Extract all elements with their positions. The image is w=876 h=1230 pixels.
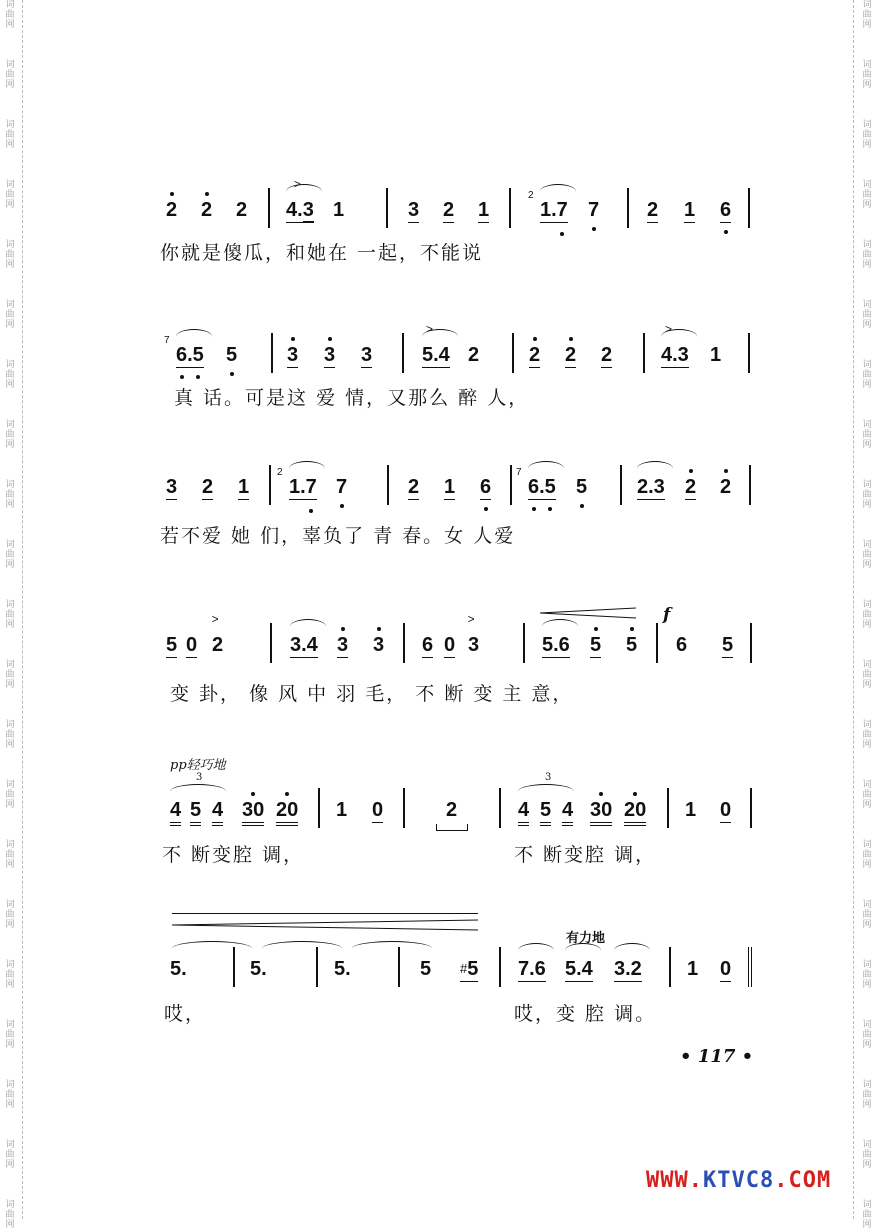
note: 30 bbox=[590, 800, 612, 820]
note: 2 bbox=[720, 477, 731, 497]
note: 20 bbox=[624, 800, 646, 820]
barline bbox=[233, 947, 235, 987]
logo-prefix: WWW. bbox=[646, 1168, 703, 1193]
note: 5.6 bbox=[542, 634, 570, 656]
triplet-mark: 3 bbox=[196, 772, 203, 783]
site-logo bbox=[646, 1168, 831, 1193]
note: 3 bbox=[287, 345, 298, 365]
note: 2 bbox=[443, 199, 455, 221]
barline bbox=[748, 188, 750, 228]
note: 5 bbox=[166, 634, 178, 656]
watermark-text: 词曲网 bbox=[5, 1200, 15, 1230]
barline bbox=[669, 947, 671, 987]
watermark-text: 词曲网 bbox=[862, 540, 872, 570]
watermark-text: 词曲网 bbox=[5, 780, 15, 810]
score-system-2 bbox=[0, 322, 876, 445]
note: 1 bbox=[684, 199, 696, 221]
note: 6 bbox=[422, 634, 434, 656]
slur bbox=[565, 943, 601, 958]
watermark-text: 词曲网 bbox=[862, 1020, 872, 1050]
watermark-text: 词曲网 bbox=[862, 300, 872, 330]
barline bbox=[403, 623, 405, 663]
watermark-text: 词曲网 bbox=[862, 120, 872, 150]
note: 2 1.7 bbox=[289, 477, 317, 497]
watermark-text: 词曲网 bbox=[5, 540, 15, 570]
barline bbox=[749, 465, 751, 505]
note: 2 bbox=[685, 477, 696, 497]
score-system-3 bbox=[0, 465, 876, 585]
note: 7 6.5 bbox=[528, 477, 556, 497]
slur bbox=[422, 329, 458, 344]
note: 30 bbox=[242, 800, 264, 820]
note: 7.6 bbox=[518, 958, 546, 980]
watermark-text: 词曲网 bbox=[862, 660, 872, 690]
score-system-6 bbox=[0, 905, 876, 1025]
note: 4 bbox=[518, 800, 529, 820]
note: 2 bbox=[201, 200, 212, 220]
watermark-text: 词曲网 bbox=[5, 900, 15, 930]
barline bbox=[402, 333, 404, 373]
watermark-text: 词曲网 bbox=[862, 900, 872, 930]
slur bbox=[542, 619, 578, 634]
barline bbox=[403, 788, 405, 828]
note: 3 bbox=[337, 635, 348, 655]
watermark-text: 词曲网 bbox=[5, 1080, 15, 1110]
note: > 3 bbox=[467, 612, 480, 656]
barline bbox=[499, 947, 501, 987]
note: 7 6.5 bbox=[176, 345, 204, 365]
barline bbox=[398, 947, 400, 987]
note: > 5.4 bbox=[422, 322, 450, 366]
note: 2 bbox=[647, 199, 659, 221]
watermark-text: 词曲网 bbox=[5, 420, 15, 450]
watermark-text: 词曲网 bbox=[862, 60, 872, 90]
dynamic-forte: f bbox=[663, 605, 671, 625]
watermark-text: 词曲网 bbox=[5, 840, 15, 870]
triplet-mark-2: 3 bbox=[545, 772, 552, 783]
lyric-line-2: 真 话。可是这 爱 情，又那么 醉 人， bbox=[174, 387, 530, 409]
note: 2 bbox=[529, 345, 540, 365]
watermark-text: 词曲网 bbox=[862, 420, 872, 450]
watermark-text: 词曲网 bbox=[5, 60, 15, 90]
slur bbox=[352, 941, 432, 956]
note: 3 bbox=[324, 345, 335, 365]
crescendo-hairpin bbox=[540, 607, 636, 619]
barline bbox=[748, 333, 750, 373]
slur bbox=[172, 941, 252, 956]
watermark-text: 词曲网 bbox=[5, 600, 15, 630]
note: 4 bbox=[170, 800, 181, 820]
watermark-text: 词曲网 bbox=[862, 1140, 872, 1170]
watermark-text: 词曲网 bbox=[5, 660, 15, 690]
barline bbox=[316, 947, 318, 987]
note: > 4.3 bbox=[286, 177, 314, 221]
watermark-text: 词曲网 bbox=[5, 960, 15, 990]
note: 4 bbox=[562, 800, 573, 820]
slur bbox=[540, 184, 576, 199]
watermark-text: 词曲网 bbox=[862, 960, 872, 990]
watermark-text: 词曲网 bbox=[5, 720, 15, 750]
slur bbox=[637, 461, 673, 476]
note: 3 bbox=[408, 199, 420, 221]
barline bbox=[750, 623, 752, 663]
lyric-line-3: 若不爱 她 们，辜负了 青 春。女 人爱 bbox=[160, 525, 516, 547]
note: 2 bbox=[468, 344, 480, 366]
slur bbox=[661, 329, 697, 344]
note: 2 bbox=[236, 199, 248, 221]
note: 1 bbox=[336, 799, 348, 821]
note: 7 bbox=[588, 200, 599, 220]
watermark-text: 词曲网 bbox=[862, 780, 872, 810]
watermark-text: 词曲网 bbox=[862, 0, 872, 30]
barline bbox=[750, 788, 752, 828]
barline bbox=[620, 465, 622, 505]
watermark-text: 词曲网 bbox=[862, 1200, 872, 1230]
slur bbox=[262, 941, 342, 956]
lyric-line-6a: 哎， bbox=[164, 1003, 207, 1025]
note: 3.4 bbox=[290, 634, 318, 656]
crescendo-hairpin bbox=[172, 919, 478, 931]
rest-bracket bbox=[436, 824, 468, 831]
note: > 4.3 bbox=[661, 322, 689, 366]
slur bbox=[176, 329, 212, 344]
barline bbox=[509, 188, 511, 228]
barline bbox=[656, 623, 658, 663]
note: 20 bbox=[276, 800, 298, 820]
note: 1 bbox=[478, 199, 490, 221]
barline bbox=[499, 788, 501, 828]
note: 0 bbox=[720, 799, 732, 821]
note: 1 bbox=[444, 476, 456, 498]
barline bbox=[627, 188, 629, 228]
note: 3 bbox=[166, 476, 178, 498]
note: 6 bbox=[720, 200, 731, 220]
watermark-text: 词曲网 bbox=[862, 840, 872, 870]
watermark-text: 词曲网 bbox=[5, 480, 15, 510]
note: 2 bbox=[446, 799, 458, 821]
barline bbox=[643, 333, 645, 373]
note: 2 bbox=[166, 200, 177, 220]
note: > 2 bbox=[211, 612, 224, 656]
watermark-text: 词曲网 bbox=[862, 360, 872, 390]
note: 5. bbox=[170, 958, 187, 980]
note: 0 bbox=[444, 634, 456, 656]
barline bbox=[269, 465, 271, 505]
watermark-text: 词曲网 bbox=[5, 0, 15, 30]
note: 2 1.7 bbox=[540, 200, 568, 220]
slur bbox=[614, 943, 650, 958]
slur bbox=[170, 784, 226, 799]
page-number: • 117 • bbox=[680, 1046, 754, 1067]
final-barline bbox=[748, 947, 756, 987]
note: 2 bbox=[202, 476, 214, 498]
note: 6 bbox=[480, 477, 491, 497]
watermark-text: 词曲网 bbox=[5, 1020, 15, 1050]
barline bbox=[318, 788, 320, 828]
note: 2 bbox=[601, 344, 613, 366]
logo-suffix: .COM bbox=[774, 1168, 832, 1193]
note: 1 bbox=[687, 958, 699, 980]
barline bbox=[386, 188, 388, 228]
note: #5 bbox=[460, 958, 479, 980]
slur bbox=[518, 784, 574, 799]
note: 3 bbox=[373, 635, 384, 655]
watermark-text: 词曲网 bbox=[862, 1080, 872, 1110]
watermark-text: 词曲网 bbox=[862, 240, 872, 270]
score-system-4 bbox=[0, 605, 876, 725]
slur bbox=[528, 461, 564, 476]
watermark-text: 词曲网 bbox=[5, 360, 15, 390]
note: 0 bbox=[720, 958, 732, 980]
score-system-5 bbox=[0, 750, 876, 870]
note: 0 bbox=[372, 799, 384, 821]
watermark-text: 词曲网 bbox=[5, 1140, 15, 1170]
lyric-line-6b: 哎，变 腔 调。 bbox=[514, 1003, 657, 1025]
note: 5 bbox=[590, 635, 601, 655]
lyric-line-4: 变 卦， 像 风 中 羽 毛， 不 断 变 主 意， bbox=[170, 683, 574, 705]
note: 5 bbox=[626, 635, 637, 655]
tie-line bbox=[172, 913, 478, 914]
watermark-text: 词曲网 bbox=[5, 240, 15, 270]
watermark-text: 词曲网 bbox=[862, 180, 872, 210]
note: 5 bbox=[190, 800, 201, 820]
note: 3 bbox=[361, 344, 373, 366]
lyric-line-5b: 不 断变腔 调， bbox=[514, 844, 657, 866]
logo-brand: KTVC8 bbox=[702, 1168, 775, 1193]
barline bbox=[523, 623, 525, 663]
slur bbox=[286, 184, 322, 199]
watermark-text: 词曲网 bbox=[5, 300, 15, 330]
watermark-text: 词曲网 bbox=[5, 120, 15, 150]
note: 3.2 bbox=[614, 958, 642, 980]
barline bbox=[270, 623, 272, 663]
note: 5. bbox=[334, 958, 351, 980]
barline bbox=[268, 188, 270, 228]
note: 5.4 bbox=[565, 958, 593, 980]
note: 4 bbox=[212, 800, 223, 820]
lyric-line-1: 你就是傻瓜，和她在 一起，不能说 bbox=[160, 242, 484, 264]
note: 1 bbox=[685, 799, 697, 821]
note: 6 bbox=[676, 634, 688, 656]
slur bbox=[290, 619, 326, 634]
marking-strong: 有力地 bbox=[566, 931, 606, 946]
watermark-text: 词曲网 bbox=[862, 720, 872, 750]
note: 5 bbox=[420, 958, 432, 980]
barline bbox=[667, 788, 669, 828]
note: 0 bbox=[186, 634, 198, 656]
note: 5 bbox=[226, 345, 237, 365]
slur bbox=[518, 943, 554, 958]
lyric-line-5a: 不 断变腔 调， bbox=[162, 844, 305, 866]
dynamic-pp-lightly: pp轻巧地 bbox=[170, 758, 226, 773]
watermark-text: 词曲网 bbox=[862, 600, 872, 630]
note: 5 bbox=[576, 477, 587, 497]
note: 5. bbox=[250, 958, 267, 980]
note: 1 bbox=[238, 476, 250, 498]
note: 2 bbox=[565, 345, 576, 365]
barline bbox=[271, 333, 273, 373]
note: 2.3 bbox=[637, 476, 665, 498]
note: 7 bbox=[336, 477, 347, 497]
watermark-text: 词曲网 bbox=[862, 480, 872, 510]
note: 1 bbox=[333, 199, 345, 221]
note: 2 bbox=[408, 476, 420, 498]
barline bbox=[387, 465, 389, 505]
barline bbox=[512, 333, 514, 373]
note: 5 bbox=[722, 634, 734, 656]
note: 1 bbox=[710, 344, 722, 366]
score-system-1 bbox=[0, 177, 876, 300]
note: 5 bbox=[540, 800, 551, 820]
watermark-text: 词曲网 bbox=[5, 180, 15, 210]
slur bbox=[289, 461, 325, 476]
barline bbox=[510, 465, 512, 505]
